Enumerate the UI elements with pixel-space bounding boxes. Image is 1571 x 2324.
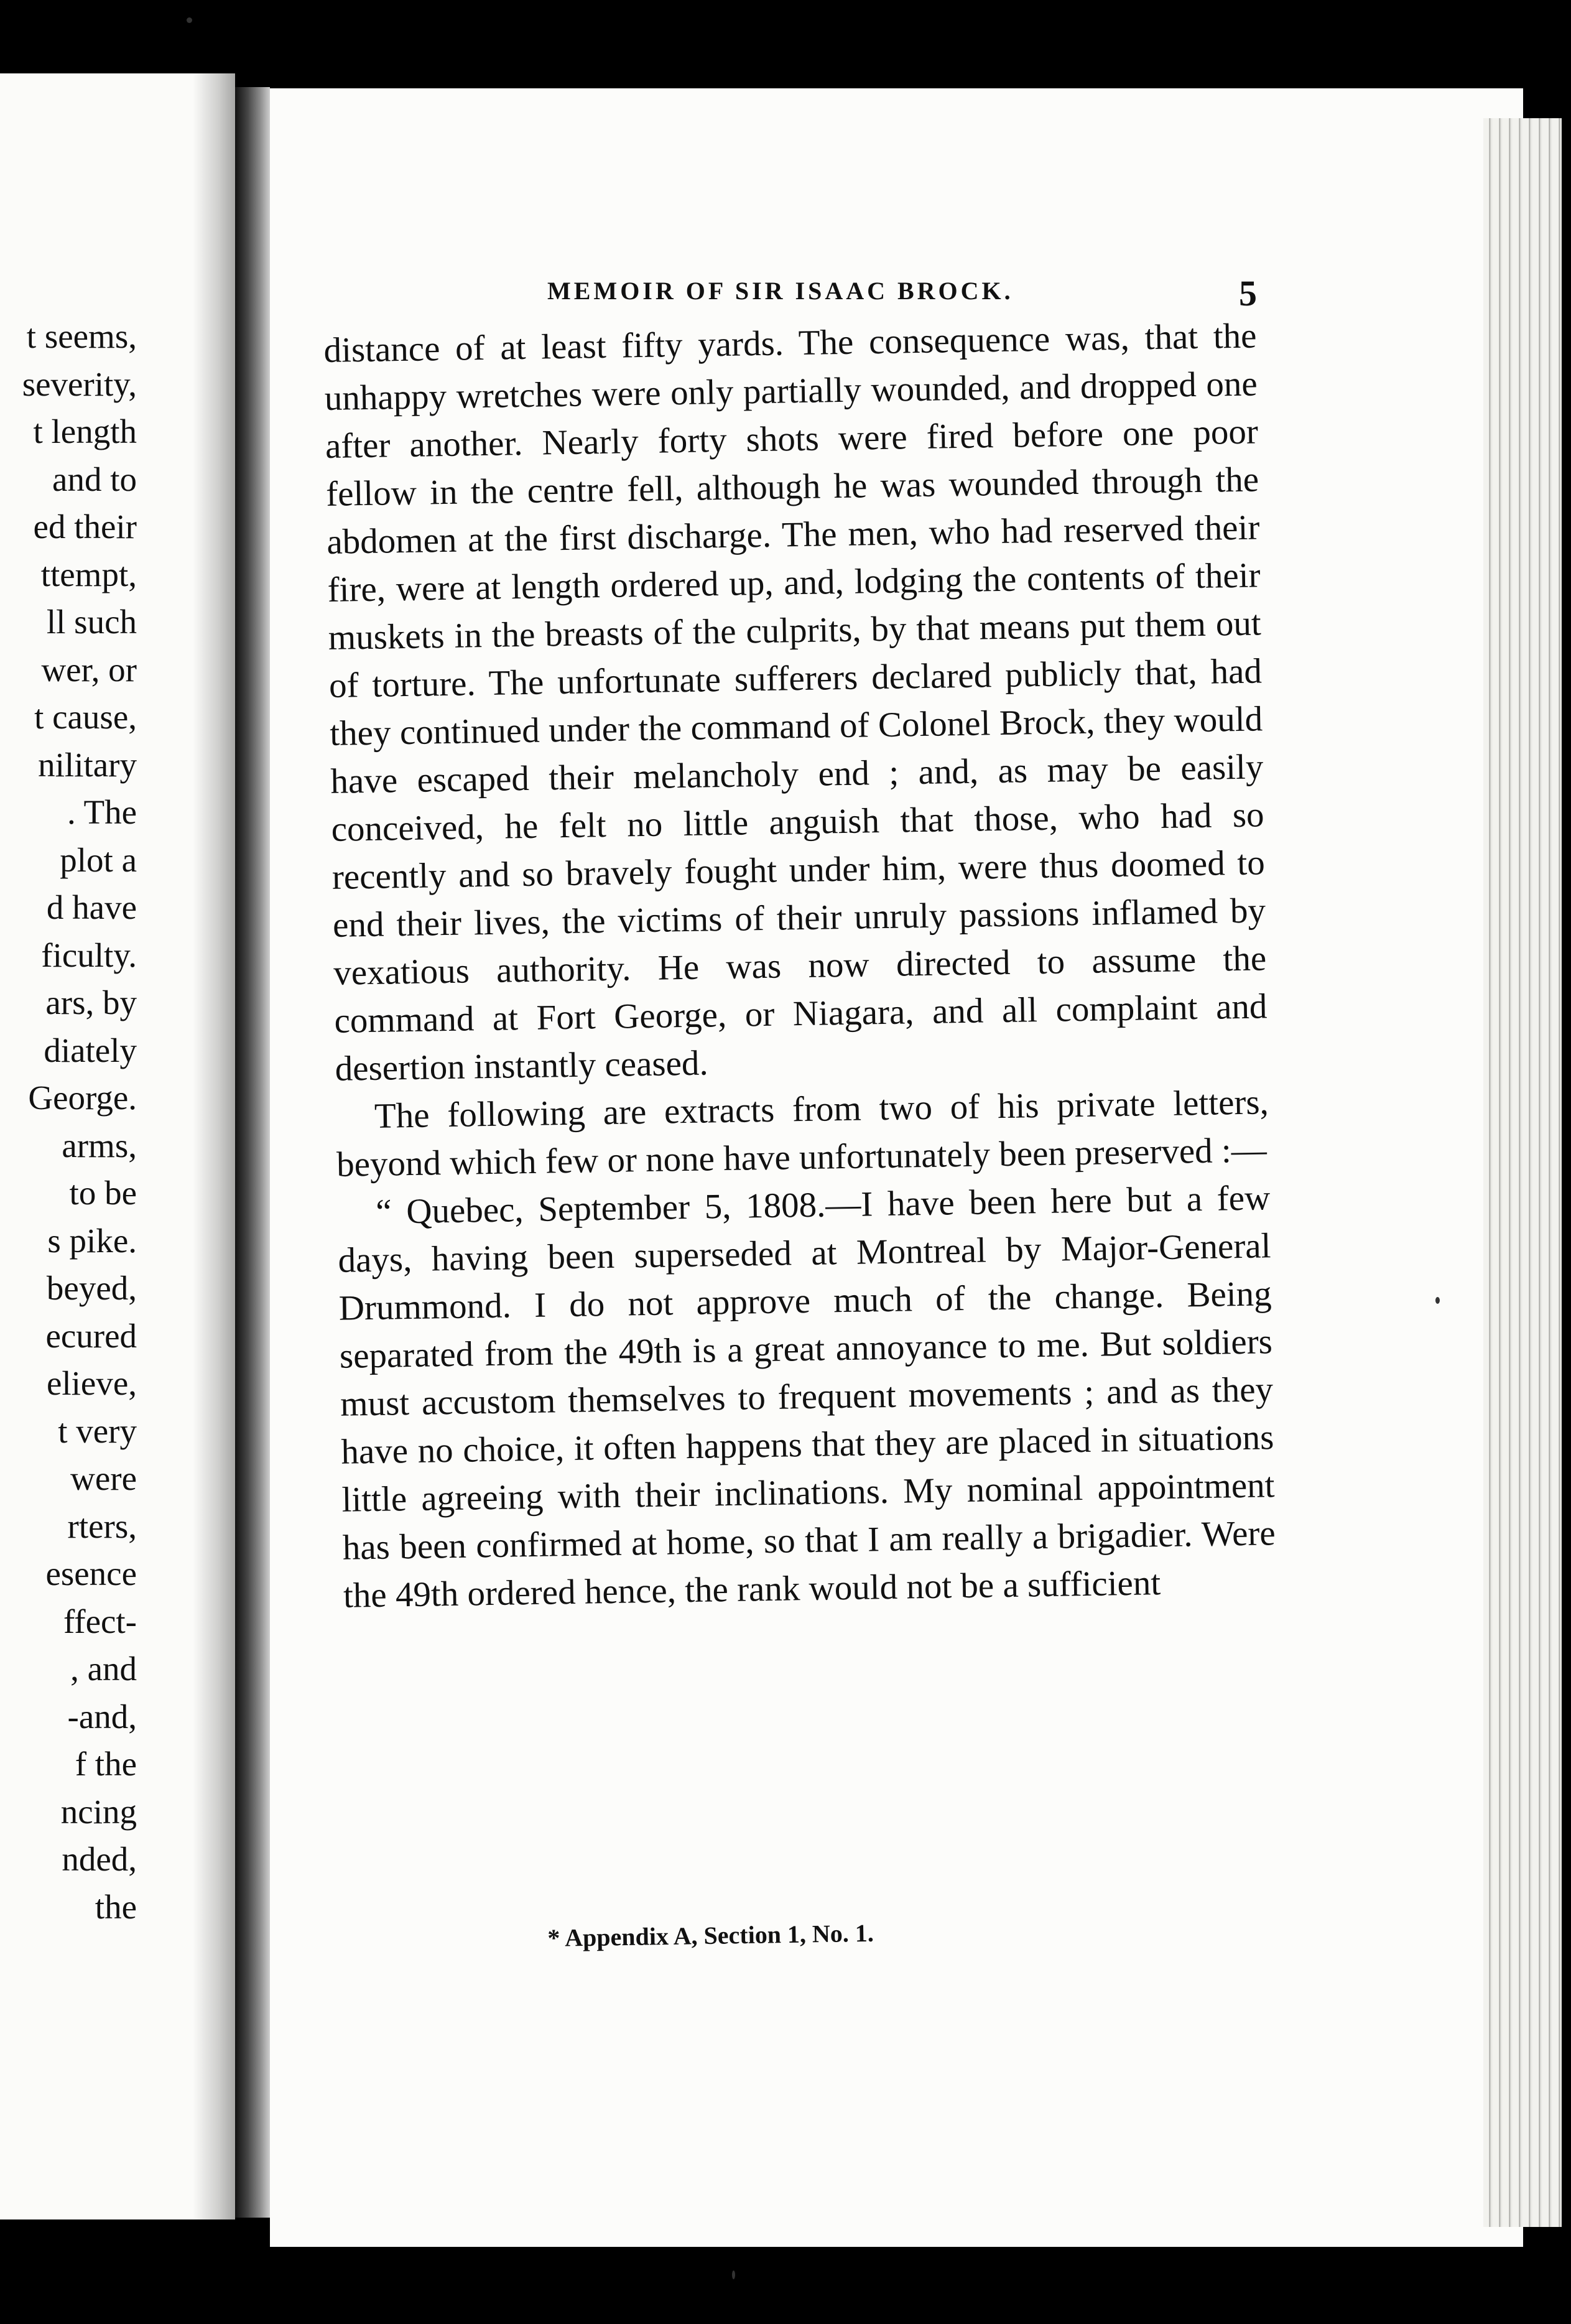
left-page-line: f the: [75, 1745, 137, 1783]
left-page-line: beyed,: [46, 1269, 137, 1307]
left-page-line: wer, or: [41, 650, 137, 689]
gutter-shadow: [193, 73, 236, 2219]
left-page-line: , and: [70, 1650, 137, 1688]
left-page-line: ll such: [46, 603, 137, 641]
left-page-line: t cause,: [34, 698, 137, 736]
left-page-line: and to: [52, 460, 137, 498]
left-page-line: . The: [67, 793, 137, 831]
left-page-line: elieve,: [46, 1364, 137, 1402]
scan-speck: [732, 2271, 735, 2279]
left-page-line: to be: [69, 1174, 137, 1212]
left-page-line: nded,: [62, 1840, 137, 1878]
scan-speck: [1435, 1297, 1440, 1304]
running-head: MEMOIR OF SIR ISAAC BROCK.: [547, 277, 1014, 305]
left-page-line: s pike.: [47, 1221, 137, 1260]
scan-speck: [187, 17, 192, 23]
left-page-line: t length: [33, 412, 137, 450]
left-page-line: ecured: [45, 1316, 137, 1355]
paragraph: The following are extracts from two of his private letters, beyond which few or none have unfortunately been preserved :—: [336, 1082, 1269, 1184]
footnote: * Appendix A, Section 1, No. 1.: [547, 1918, 874, 1952]
left-page-line: the: [95, 1887, 137, 1926]
body-text: [323, 312, 1276, 1619]
left-page-line: diately: [44, 1031, 137, 1069]
left-page-line: rters,: [67, 1507, 137, 1545]
page-edges: [1483, 118, 1562, 2227]
left-page-line: t seems,: [26, 317, 137, 355]
left-page-line: plot a: [60, 840, 137, 879]
left-page-line: ttempt,: [40, 555, 137, 593]
left-page-line: esence: [45, 1555, 137, 1592]
left-page-line: ncing: [60, 1792, 137, 1831]
paragraph: “ Quebec, September 5, 1808.—I have been here but a few days, having been superseded at Montreal by Major-General Drummond. I do not approve much of the change. Being separated from the 49th is a great annoyance to me. But soldiers must accustom themselves to frequent movements ; and as they have no choice, it often happens that they are placed in situations little agreeing with their inclinations. My nominal appointment has been confirmed at home, so that I am really a brigadier. Were the 49th ordered hence, the rank would not be a sufficient: [338, 1178, 1276, 1615]
left-page-line: arms,: [62, 1126, 137, 1164]
left-page-line: ars, by: [45, 983, 137, 1021]
left-page-line: ed their: [33, 508, 137, 546]
left-page-line: -and,: [67, 1697, 137, 1736]
left-page-text-fragment: [22, 313, 137, 1931]
left-page-line: ffect-: [63, 1602, 137, 1640]
left-page-line: d have: [46, 888, 137, 926]
left-page-line: were: [70, 1459, 137, 1497]
left-page-line: t very: [58, 1411, 137, 1450]
book-spine: [235, 87, 270, 2218]
left-page-line: severity,: [22, 365, 137, 403]
left-page-line: nilitary: [38, 745, 137, 784]
page-number: 5: [1239, 273, 1257, 314]
left-page-line: ficulty.: [41, 936, 137, 974]
left-page-line: George.: [28, 1079, 137, 1117]
paragraph: distance of at least fifty yards. The consequence was, that the unhappy wretches were only partially wounded, and dropped one after another. Nearly forty shots were fired before one poor fellow in the centre fell, although he was wounded through the abdomen at the first discharge. The men, who had reserved their fire, were at length ordered up, and, lodging the contents of their muskets in the breasts of the culprits, by that means put them out of torture. The unfortunate sufferers declared publicly that, had they continued under the command of Colonel Brock, they would have escaped their melancholy end ; and, as may be easily conceived, he felt no little anguish that those, who had so recently and so bravely fought under him, were thus doomed to end their lives, the victims of their unruly passions inflamed by vexatious authority. He was now directed to assume the command at Fort George, or Niagara, and all complaint and desertion instantly ceased.: [323, 316, 1267, 1089]
